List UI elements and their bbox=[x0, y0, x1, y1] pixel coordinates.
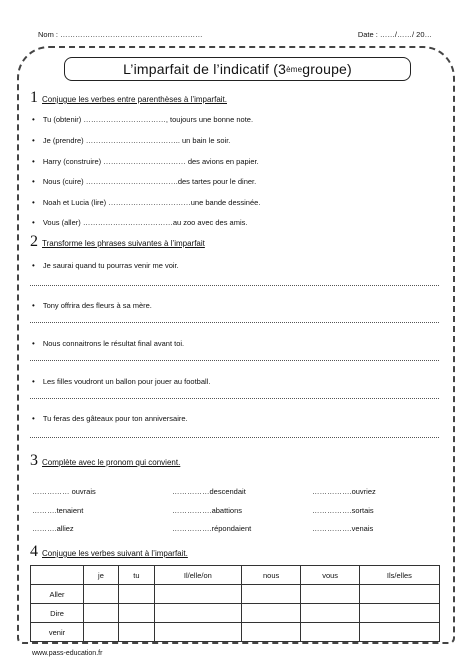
table-header-cell: vous bbox=[301, 566, 360, 585]
exercise-item bbox=[32, 377, 210, 386]
conjugation-table bbox=[30, 565, 440, 642]
section-1-title bbox=[30, 89, 227, 107]
exercise-text: Tu (obtenir) ……………………………, toujours une bonne note. bbox=[42, 115, 254, 124]
pronoun-item: ……….tenaient bbox=[32, 506, 84, 515]
title-sup: ème bbox=[286, 64, 303, 74]
answer-cell[interactable] bbox=[118, 604, 154, 623]
section-3-title bbox=[30, 452, 180, 470]
bullet-icon: • bbox=[32, 339, 35, 348]
exercise-text: Noah et Lucia (lire) ……………………………une bande dessinée. bbox=[42, 198, 261, 207]
bullet-icon: • bbox=[32, 157, 35, 166]
answer-line[interactable] bbox=[30, 285, 439, 286]
answer-cell[interactable] bbox=[241, 604, 300, 623]
row-verb: Dire bbox=[31, 604, 84, 623]
section-instruction: Transforme les phrases suivantes à l’imparfait bbox=[42, 239, 205, 248]
answer-cell[interactable] bbox=[84, 604, 119, 623]
table-header-cell: tu bbox=[118, 566, 154, 585]
exercise-text: Tony offrira des fleurs à sa mère. bbox=[42, 301, 152, 310]
exercise-item bbox=[32, 198, 260, 207]
exercise-text: Nous connaitrons le résultat final avant toi. bbox=[42, 339, 185, 348]
answer-line[interactable] bbox=[30, 398, 439, 399]
section-number: 4 bbox=[30, 543, 38, 560]
exercise-text: Je saurai quand tu pourras venir me voir. bbox=[42, 261, 179, 270]
bullet-icon: • bbox=[32, 301, 35, 310]
bullet-icon: • bbox=[32, 136, 35, 145]
pronoun-item: …………….répondaient bbox=[172, 524, 252, 533]
exercise-text: Vous (aller) ………………………………au zoo avec des amis. bbox=[42, 218, 248, 227]
answer-cell[interactable] bbox=[359, 585, 439, 604]
exercise-item bbox=[32, 157, 259, 166]
worksheet-title bbox=[64, 57, 411, 81]
answer-cell[interactable] bbox=[154, 623, 241, 642]
pronoun-item: ……………descendait bbox=[172, 487, 246, 496]
bullet-icon: • bbox=[32, 414, 35, 423]
table-row bbox=[31, 623, 440, 642]
answer-line[interactable] bbox=[30, 437, 439, 438]
table-header-cell: Ils/elles bbox=[359, 566, 439, 585]
exercise-text: Nous (cuire) ……………………………….des tartes pour le diner. bbox=[42, 177, 257, 186]
title-end: groupe) bbox=[302, 61, 352, 77]
section-instruction: Complète avec le pronom qui convient. bbox=[42, 458, 181, 467]
exercise-text: Harry (construire) …………………………… des avions en papier. bbox=[42, 157, 259, 166]
section-number: 3 bbox=[30, 452, 38, 469]
exercise-text: Les filles voudront un ballon pour jouer au football. bbox=[42, 377, 211, 386]
pronoun-item: …………….ouvriez bbox=[312, 487, 376, 496]
table-row bbox=[31, 604, 440, 623]
answer-cell[interactable] bbox=[301, 604, 360, 623]
footer-site: www.pass-education.fr bbox=[32, 650, 103, 657]
section-number: 1 bbox=[30, 89, 38, 106]
exercise-item bbox=[32, 115, 253, 124]
exercise-item bbox=[32, 261, 179, 270]
bullet-icon: • bbox=[32, 115, 35, 124]
pronoun-item: …………….venais bbox=[312, 524, 374, 533]
answer-line[interactable] bbox=[30, 360, 439, 361]
table-header-row bbox=[31, 566, 440, 585]
row-verb: venir bbox=[31, 623, 84, 642]
exercise-item bbox=[32, 218, 247, 227]
exercise-item bbox=[32, 136, 230, 145]
pronoun-item: ……….alliez bbox=[32, 524, 74, 533]
exercise-item bbox=[32, 414, 188, 423]
pronoun-item: …………… ouvrais bbox=[32, 487, 96, 496]
bullet-icon: • bbox=[32, 198, 35, 207]
answer-cell[interactable] bbox=[118, 623, 154, 642]
date-label: Date : ……/……/ 20… bbox=[357, 30, 432, 39]
title-main: L’imparfait de l’indicatif (3 bbox=[123, 61, 287, 77]
name-label: Nom : ………………………………………………… bbox=[38, 30, 203, 39]
exercise-text: Tu feras des gâteaux pour ton anniversaire. bbox=[42, 414, 188, 423]
answer-cell[interactable] bbox=[118, 585, 154, 604]
exercise-item bbox=[32, 339, 184, 348]
answer-cell[interactable] bbox=[154, 604, 241, 623]
bullet-icon: • bbox=[32, 218, 35, 227]
row-verb: Aller bbox=[31, 585, 84, 604]
answer-cell[interactable] bbox=[359, 604, 439, 623]
section-instruction: Conjugue les verbes entre parenthèses à l’imparfait. bbox=[42, 95, 227, 104]
table-row bbox=[31, 585, 440, 604]
bullet-icon: • bbox=[32, 261, 35, 270]
answer-cell[interactable] bbox=[84, 623, 119, 642]
exercise-item bbox=[32, 177, 256, 186]
answer-cell[interactable] bbox=[359, 623, 439, 642]
answer-cell[interactable] bbox=[301, 623, 360, 642]
table-header-cell: Il/elle/on bbox=[154, 566, 241, 585]
section-4-title bbox=[30, 543, 188, 561]
section-instruction: Conjugue les verbes suivant à l’imparfait. bbox=[42, 549, 188, 558]
bullet-icon: • bbox=[32, 177, 35, 186]
answer-cell[interactable] bbox=[241, 585, 300, 604]
section-number: 2 bbox=[30, 233, 38, 250]
answer-cell[interactable] bbox=[84, 585, 119, 604]
table-header-cell: nous bbox=[241, 566, 300, 585]
answer-cell[interactable] bbox=[241, 623, 300, 642]
exercise-item bbox=[32, 301, 152, 310]
bullet-icon: • bbox=[32, 377, 35, 386]
pronoun-item: …………….abattions bbox=[172, 506, 243, 515]
pronoun-item: …………….sortais bbox=[312, 506, 374, 515]
answer-cell[interactable] bbox=[301, 585, 360, 604]
table-header-cell: je bbox=[84, 566, 119, 585]
answer-line[interactable] bbox=[30, 322, 439, 323]
table-header-cell bbox=[31, 566, 84, 585]
section-2-title bbox=[30, 233, 205, 251]
exercise-text: Je (prendre) ……………………………….. un bain le soir. bbox=[42, 136, 231, 145]
answer-cell[interactable] bbox=[154, 585, 241, 604]
